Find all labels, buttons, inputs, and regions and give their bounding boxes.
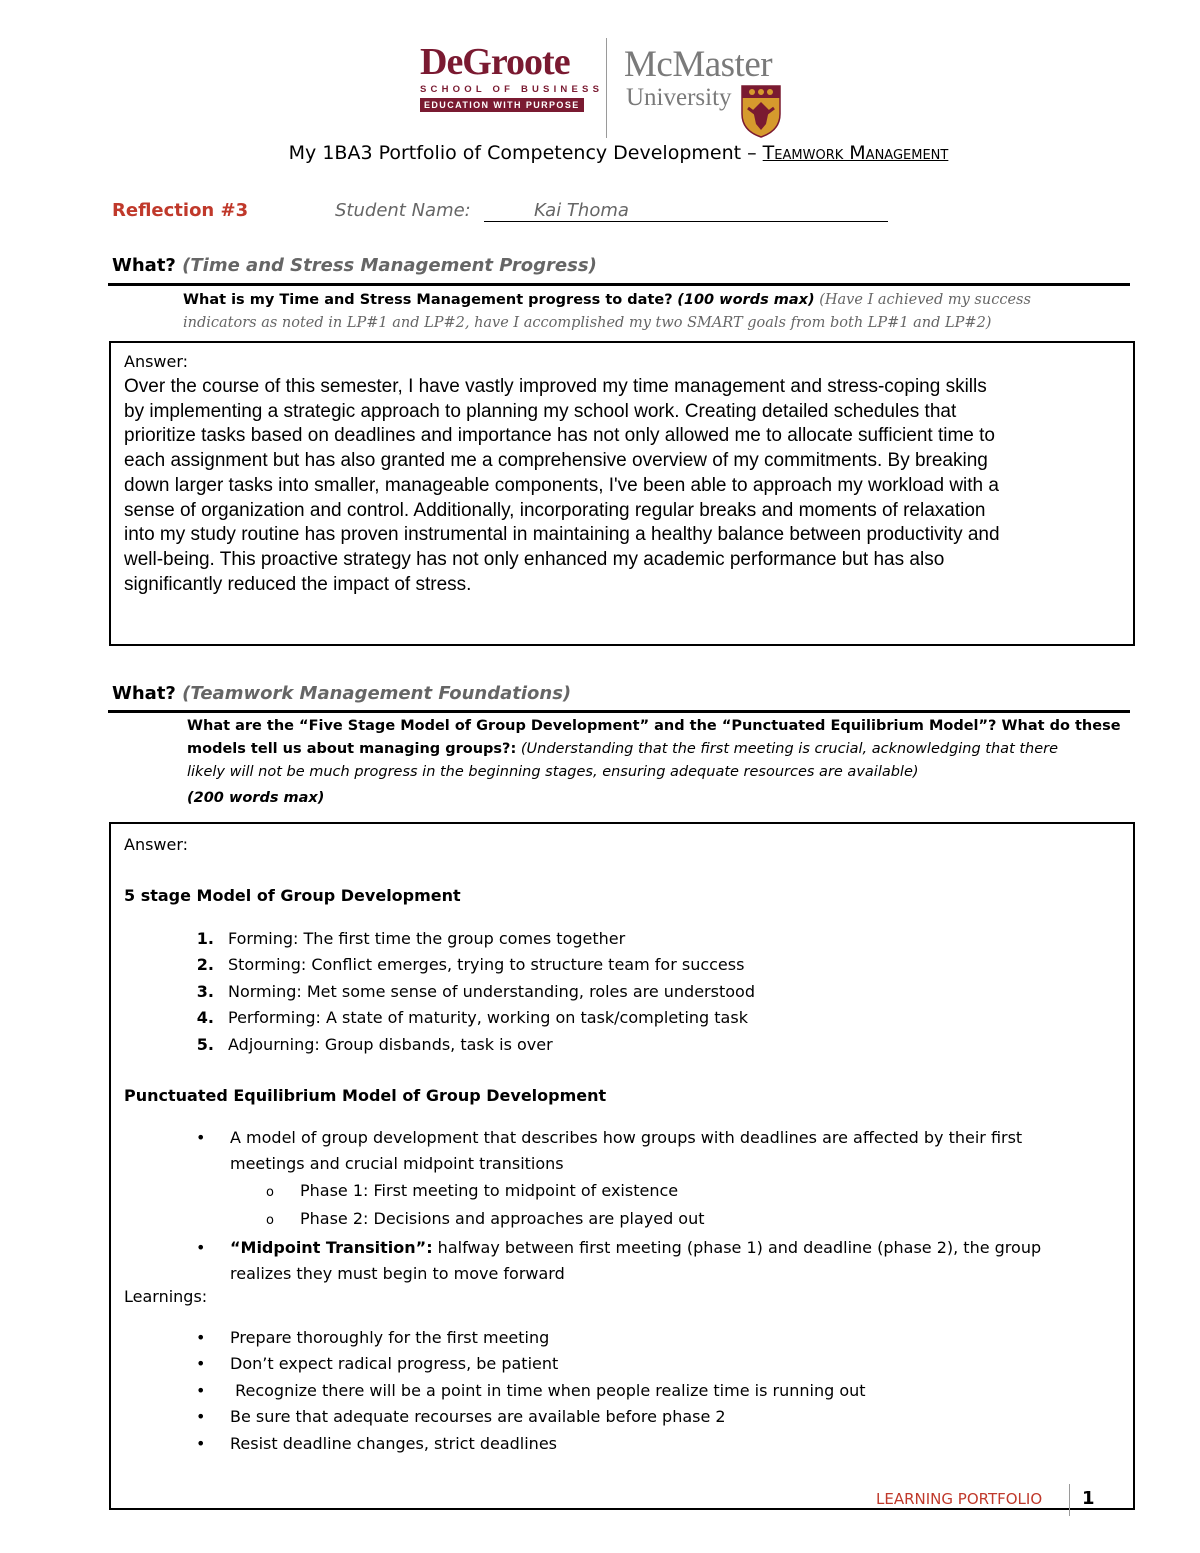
learnings-label: Learnings:: [124, 1287, 208, 1306]
answer-label-1: Answer:: [124, 352, 189, 371]
section2-prompt: [187, 715, 1122, 810]
list-item: • Recognize there will be a point in time when people realize time is running out: [196, 1380, 866, 1400]
section2-prompt-line3: likely will not be much progress in the beginning stages, ensuring adequate resources are available): [187, 764, 919, 780]
five-stage-heading: 5 stage Model of Group Development: [124, 886, 461, 905]
sub-list-item: o Phase 1: First meeting to midpoint of existence: [266, 1180, 679, 1200]
answer-label-2: Answer:: [124, 835, 189, 854]
section2-prompt-line1: What are the “Five Stage Model of Group Development” and the “Punctuated Equilibrium Model”? What do these: [187, 718, 1121, 734]
section2-heading: [112, 683, 571, 704]
university-wordmark: University: [626, 84, 732, 111]
list-item: 3. Norming: Met some sense of understanding, roles are understood: [196, 981, 755, 1001]
section2-subheading: (Teamwork Management Foundations): [182, 683, 572, 704]
answer-line: significantly reduced the impact of stress.: [124, 573, 472, 595]
section1-prompt-question: What is my Time and Stress Management progress to date?: [183, 292, 673, 308]
mcmaster-wordmark: McMaster: [624, 44, 773, 85]
section1-what: What?: [112, 255, 176, 276]
section2-word-limit: (200 words max): [187, 790, 325, 806]
list-item: 5. Adjourning: Group disbands, task is over: [196, 1034, 553, 1054]
section2-what: What?: [112, 683, 176, 704]
mcmaster-crest-icon: [740, 84, 782, 138]
degroote-wordmark: DeGroote: [420, 41, 570, 83]
section1-hint-line2: indicators as noted in LP#1 and LP#2, have I accomplished my two SMART goals from both LP#1 and LP#2): [183, 315, 992, 331]
logo-divider: [606, 38, 607, 138]
answer-line: Over the course of this semester, I have vastly improved my time management and stress-coping skills: [124, 376, 987, 397]
section1-subheading: (Time and Stress Management Progress): [182, 255, 597, 276]
student-name-value: Kai Thoma: [534, 200, 629, 221]
list-item: • Prepare thoroughly for the first meeting: [196, 1328, 550, 1347]
pe-heading: Punctuated Equilibrium Model of Group Development: [124, 1086, 607, 1105]
list-item: 1. Forming: The first time the group comes together: [196, 929, 626, 948]
title-prefix: My 1BA3 Portfolio of Competency Development –: [288, 142, 763, 164]
section1-rule: [108, 283, 1130, 286]
student-name-field: [484, 200, 888, 222]
page-title: [0, 142, 1200, 164]
list-item: • “Midpoint Transition”: halfway between first meeting (phase 1) and deadline (phase 2), the group: [196, 1237, 1042, 1257]
list-item: 2. Storming: Conflict emerges, trying to structure team for success: [196, 955, 745, 975]
section1-hint-line1: (Have I achieved my success: [819, 292, 1031, 308]
title-topic: Teamwork Management: [762, 142, 949, 164]
answer-line: each assignment but has also granted me a comprehensive overview of my commitments. By breaking: [124, 450, 988, 472]
answer-line: into my study routine has proven instrumental in maintaining a healthy balance between productivity and: [124, 524, 1000, 546]
reflection-number: Reflection #3: [112, 200, 249, 221]
footer-label: LEARNING PORTFOLIO: [876, 1490, 1043, 1508]
section1-word-limit: (100 words max): [677, 292, 815, 308]
five-stage-list: [180, 926, 755, 1058]
section2-prompt-line2-hint: (Understanding that the first meeting is crucial, acknowledging that there: [516, 741, 1059, 757]
answer-line: by implementing a strategic approach to planning my school work. Creating detailed schedules that: [124, 400, 957, 422]
section2-prompt-line2-bold: models tell us about managing groups?:: [187, 741, 517, 757]
answer-line: sense of organization and control. Additionally, incorporating regular breaks and moments of relaxation: [124, 499, 986, 521]
answer-line: down larger tasks into smaller, manageable components, I've been able to approach my workload with a: [124, 474, 999, 496]
section2-rule: [108, 710, 1130, 713]
footer-divider: [1069, 1484, 1070, 1516]
list-item: 4. Performing: A state of maturity, working on task/completing task: [196, 1008, 748, 1028]
list-item-continued: meetings and crucial midpoint transitions: [230, 1154, 564, 1174]
school-of-business-text: SCHOOL OF BUSINESS: [420, 84, 604, 95]
learnings-list: [196, 1325, 866, 1457]
tagline-bar: EDUCATION WITH PURPOSE: [420, 98, 584, 112]
answer-line: prioritize tasks based on deadlines and importance has not only allowed me to allocate sufficient time to: [124, 425, 995, 447]
pe-list: [196, 1125, 1041, 1287]
list-item: • Don’t expect radical progress, be patient: [196, 1354, 559, 1374]
list-item-continued: realizes they must begin to move forward: [230, 1264, 565, 1284]
answer-text-1: [124, 375, 1124, 597]
section1-heading: [112, 255, 597, 276]
sub-list-item: o Phase 2: Decisions and approaches are played out: [266, 1209, 705, 1229]
student-name-label: Student Name:: [335, 200, 471, 221]
list-item: • Resist deadline changes, strict deadlines: [196, 1433, 557, 1453]
degroote-logo: [420, 41, 604, 113]
page-number: 1: [1082, 1488, 1095, 1509]
section1-prompt: [183, 289, 1118, 335]
list-item: • Be sure that adequate recourses are available before phase 2: [196, 1407, 726, 1427]
answer-line: well-being. This proactive strategy has not only enhanced my academic performance but has also: [124, 548, 945, 570]
list-item: • A model of group development that describes how groups with deadlines are affected by their first: [196, 1128, 1023, 1147]
